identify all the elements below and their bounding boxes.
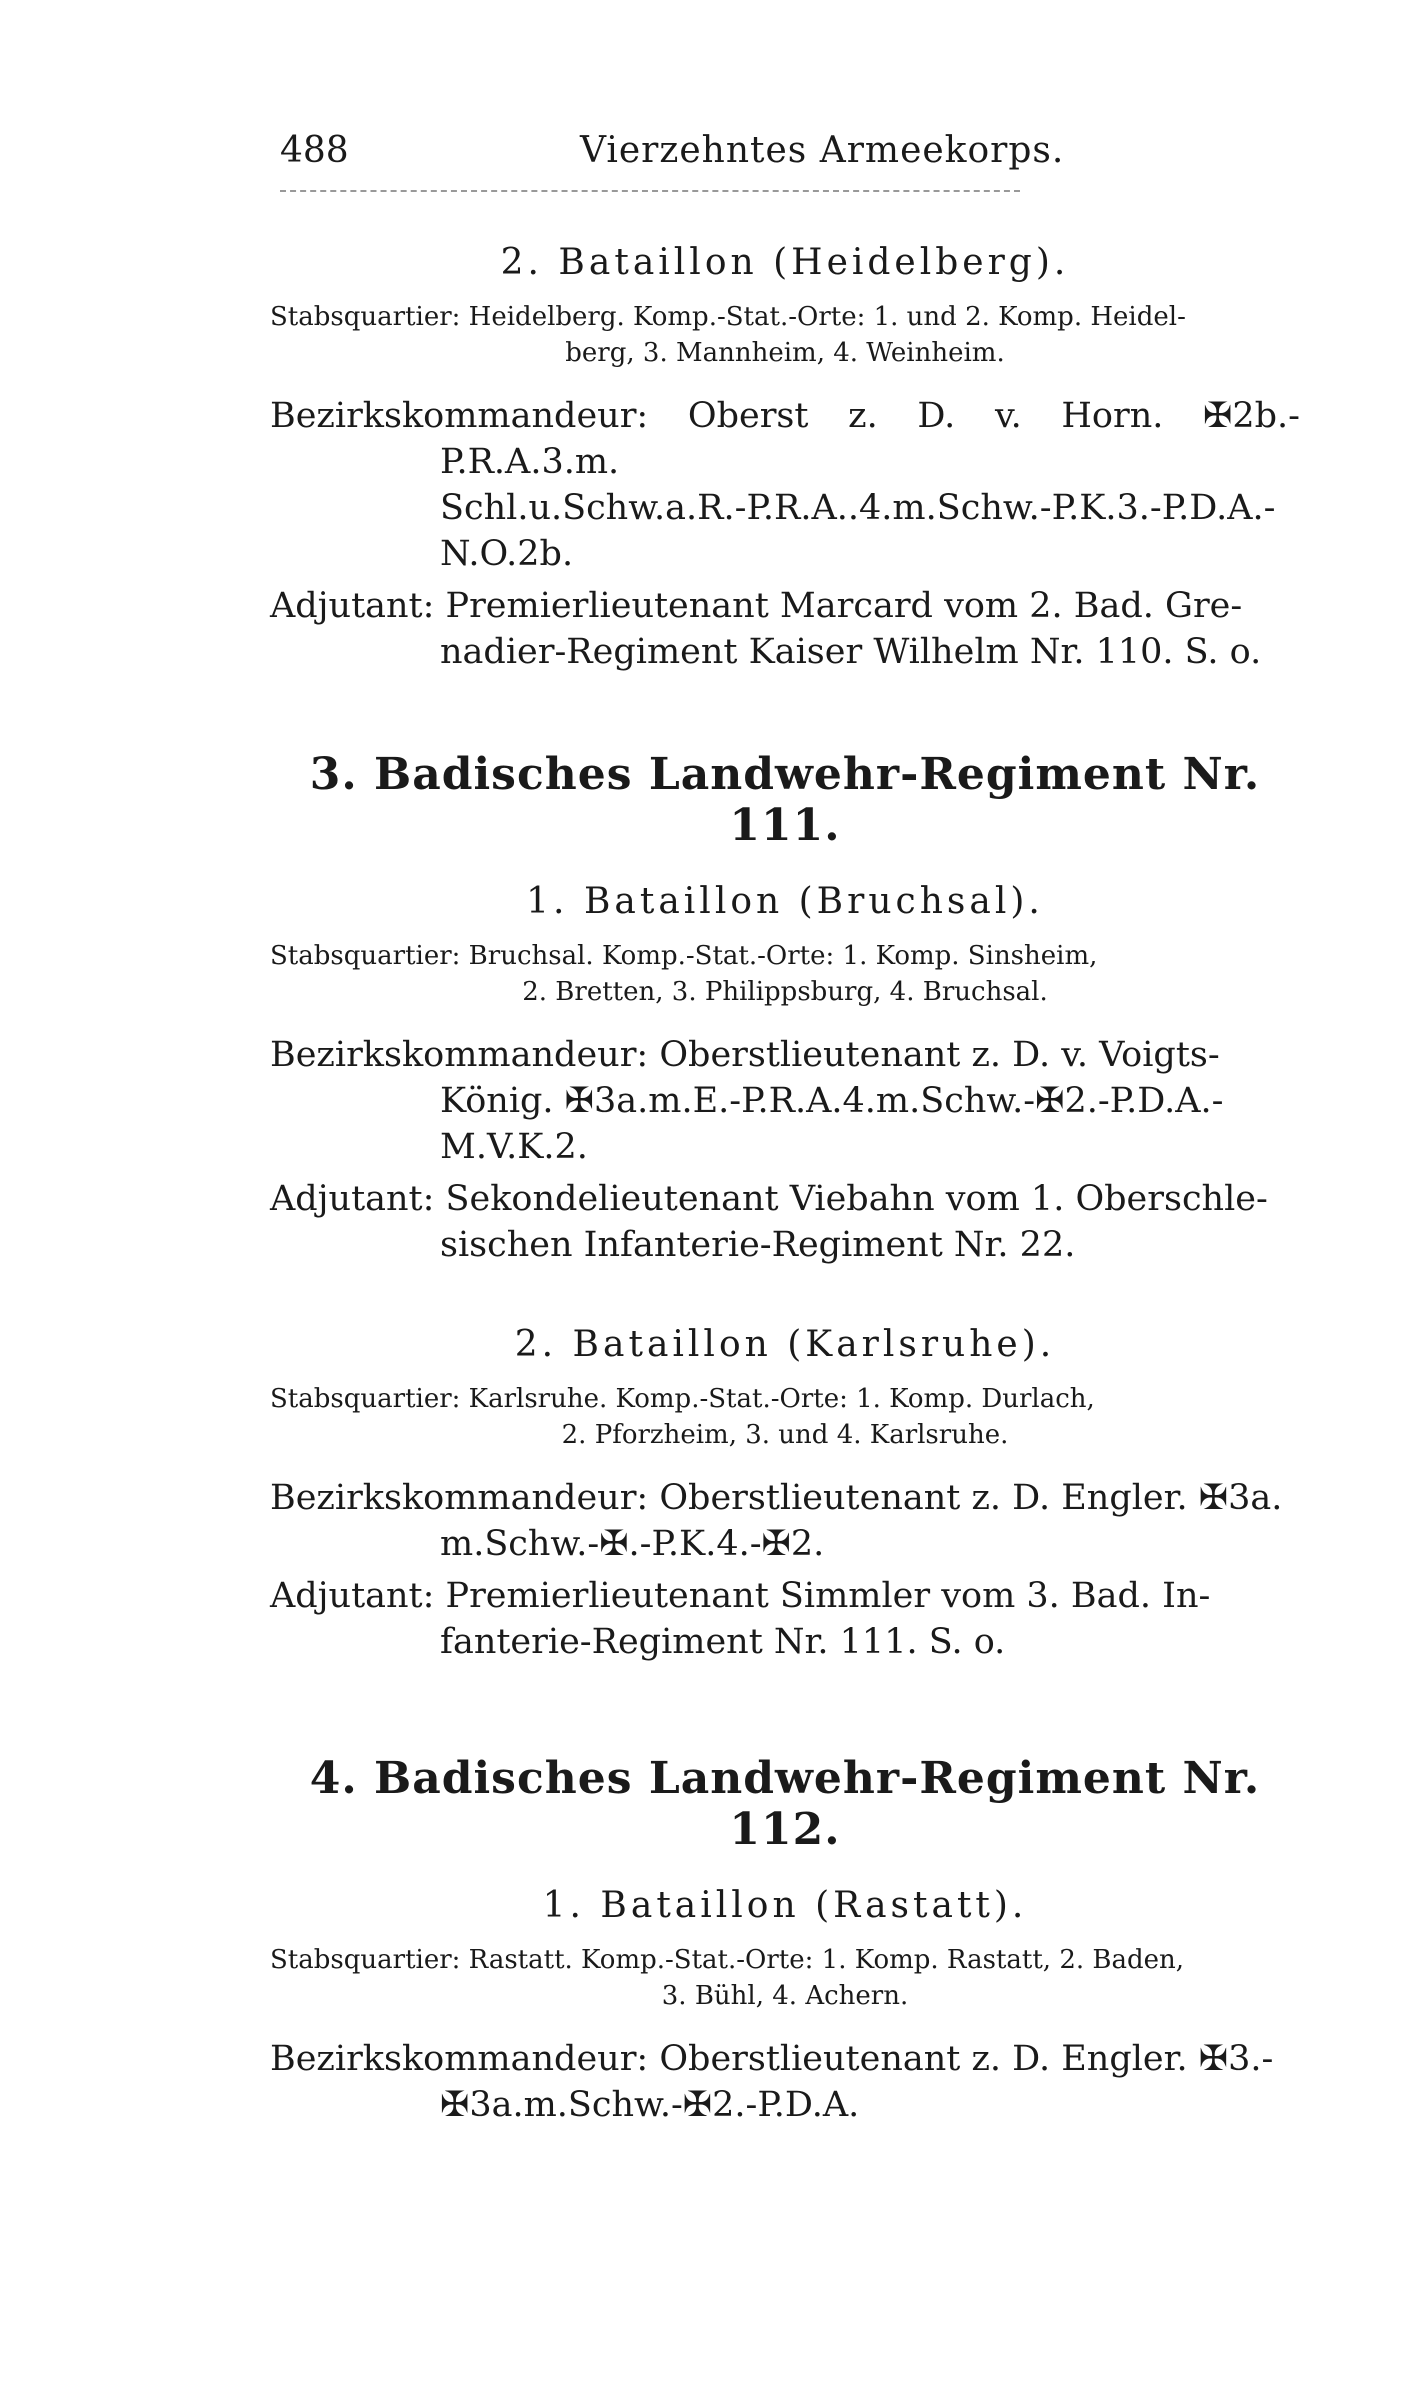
header-rule: [280, 190, 1020, 192]
adjutant-karlsruhe: [270, 1573, 1300, 1665]
regiment-title-112: 4. Badisches Landwehr-Regiment Nr. 112.: [309, 1753, 1261, 1855]
commander-karlsruhe: [270, 1475, 1300, 1567]
quarters-line: 2. Pforzheim, 3. und 4. Karlsruhe.: [561, 1420, 1009, 1450]
quarters-line: Stabsquartier: Bruchsal. Komp.-Stat.-Orte: 1. Komp. Sinsheim,: [270, 941, 1098, 971]
page-body: [270, 230, 1300, 2128]
adjutant-line: sischen Infanterie-Regiment Nr. 22.: [440, 1225, 1076, 1265]
commander-line: Bezirkskommandeur: Oberst z. D. v. Horn. ✠2b.-P.R.A.3.m.: [270, 396, 1300, 482]
battalion-title-heidelberg: 2. Bataillon (Heidelberg).: [500, 242, 1070, 283]
quarters-line: 3. Bühl, 4. Achern.: [661, 1981, 909, 2011]
quarters-line: berg, 3. Mannheim, 4. Weinheim.: [565, 338, 1005, 368]
quarters-line: 2. Bretten, 3. Philippsburg, 4. Bruchsal.: [522, 977, 1048, 1007]
commander-heidelberg: [270, 393, 1300, 577]
commander-line: m.Schw.-✠.-P.K.4.-✠2.: [440, 1524, 825, 1564]
page-number: 488: [280, 130, 349, 171]
quarters-bruchsal: [270, 938, 1300, 1010]
commander-line: N.O.2b.: [440, 534, 574, 574]
quarters-karlsruhe: [270, 1381, 1300, 1453]
quarters-line: Stabsquartier: Karlsruhe. Komp.-Stat.-Orte: 1. Komp. Durlach,: [270, 1384, 1095, 1414]
adjutant-line: nadier-Regiment Kaiser Wilhelm Nr. 110. S. o.: [440, 632, 1262, 672]
commander-line: Schl.u.Schw.a.R.-P.R.A..4.m.Schw.-P.K.3.-P.D.A.-: [440, 488, 1276, 528]
commander-line: Bezirkskommandeur: Oberstlieutenant z. D. v. Voigts-: [270, 1035, 1220, 1075]
adjutant-line: fanterie-Regiment Nr. 111. S. o.: [440, 1622, 1006, 1662]
adjutant-bruchsal: [270, 1176, 1300, 1268]
commander-rastatt: [270, 2036, 1300, 2128]
battalion-title-rastatt: 1. Bataillon (Rastatt).: [542, 1885, 1028, 1926]
quarters-heidelberg: [270, 299, 1300, 371]
adjutant-heidelberg: [270, 583, 1300, 675]
commander-line: Bezirkskommandeur: Oberstlieutenant z. D. Engler. ✠3a.: [270, 1478, 1283, 1518]
commander-line: Bezirkskommandeur: Oberstlieutenant z. D. Engler. ✠3.-: [270, 2039, 1274, 2079]
adjutant-line: Adjutant: Sekondelieutenant Viebahn vom 1. Oberschle-: [270, 1179, 1268, 1219]
adjutant-line: Adjutant: Premierlieutenant Marcard vom 2. Bad. Gre-: [270, 586, 1243, 626]
commander-line: ✠3a.m.Schw.-✠2.-P.D.A.: [440, 2085, 860, 2125]
battalion-title-bruchsal: 1. Bataillon (Bruchsal).: [526, 881, 1044, 922]
adjutant-line: Adjutant: Premierlieutenant Simmler vom 3. Bad. In-: [270, 1576, 1211, 1616]
quarters-line: Stabsquartier: Rastatt. Komp.-Stat.-Orte: 1. Komp. Rastatt, 2. Baden,: [270, 1945, 1185, 1975]
battalion-title-karlsruhe: 2. Bataillon (Karlsruhe).: [514, 1324, 1056, 1365]
regiment-title-111: 3. Badisches Landwehr-Regiment Nr. 111.: [309, 749, 1261, 851]
quarters-rastatt: [270, 1942, 1300, 2014]
commander-line: König. ✠3a.m.E.-P.R.A.4.m.Schw.-✠2.-P.D.A.-: [440, 1081, 1224, 1121]
commander-bruchsal: [270, 1032, 1300, 1170]
quarters-line: Stabsquartier: Heidelberg. Komp.-Stat.-Orte: 1. und 2. Komp. Heidel-: [270, 302, 1186, 332]
running-title: Vierzehntes Armeekorps.: [580, 130, 1065, 171]
commander-line: M.V.K.2.: [440, 1127, 588, 1167]
